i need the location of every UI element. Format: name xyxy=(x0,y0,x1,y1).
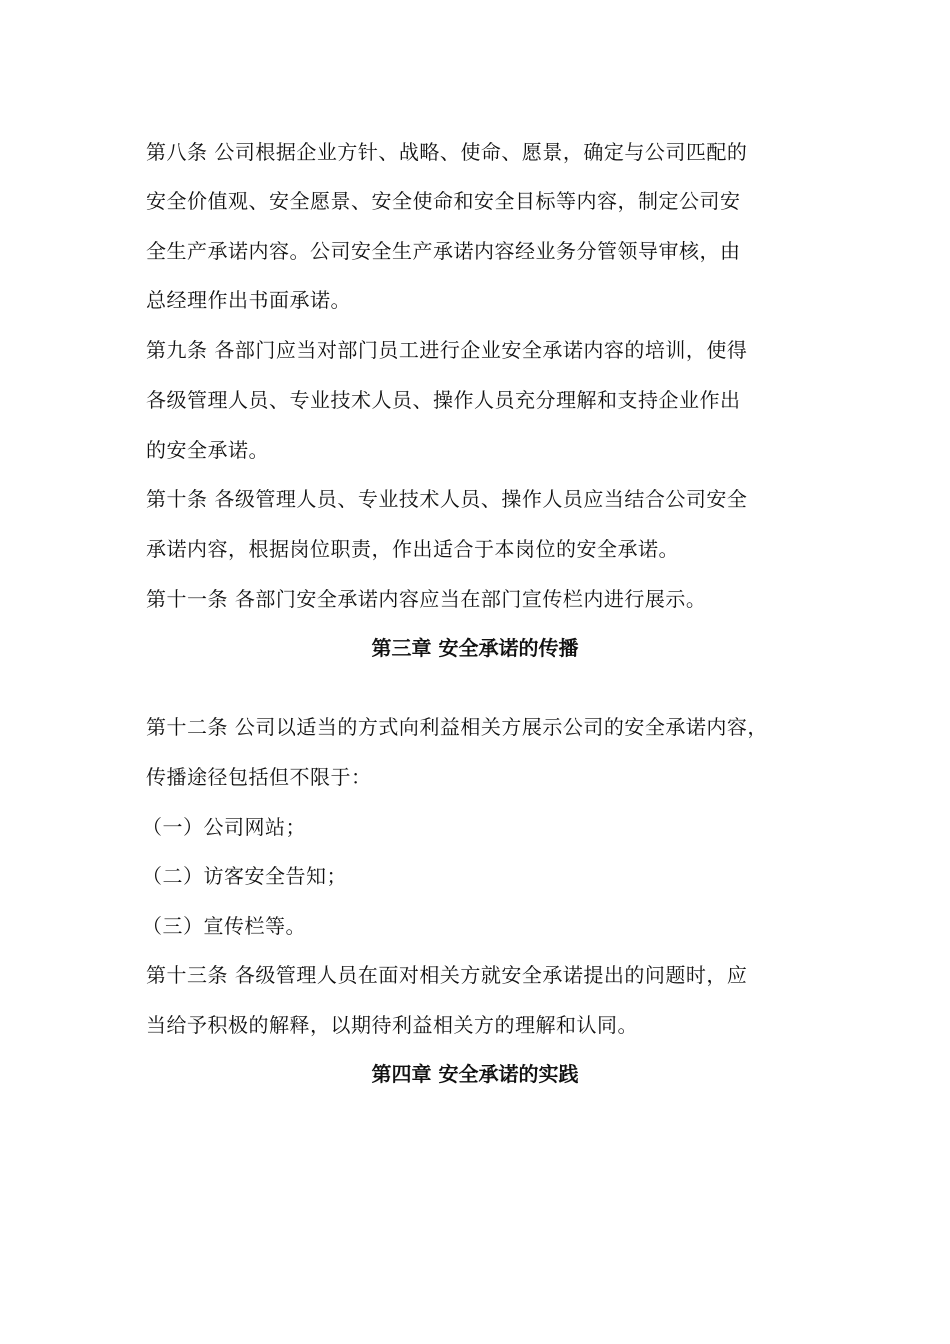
article-10-line-1: 第十条 各级管理人员、专业技术人员、操作人员应当结合公司安全 xyxy=(146,487,748,511)
list-item-3: （三）宣传栏等。 xyxy=(142,914,306,938)
chapter-4-heading: 第四章 安全承诺的实践 xyxy=(371,1062,579,1086)
article-10-line-2: 承诺内容，根据岗位职责，作出适合于本岗位的安全承诺。 xyxy=(146,537,679,561)
article-12-line-1: 第十二条 公司以适当的方式向利益相关方展示公司的安全承诺内容， xyxy=(146,715,768,739)
article-12-line-2: 传播途径包括但不限于： xyxy=(146,765,372,789)
article-13-line-1: 第十三条 各级管理人员在面对相关方就安全承诺提出的问题时，应 xyxy=(146,963,748,987)
article-11-line-1: 第十一条 各部门安全承诺内容应当在部门宣传栏内进行展示。 xyxy=(146,587,707,611)
article-9-line-3: 的安全承诺。 xyxy=(146,438,269,462)
article-8-line-1: 第八条 公司根据企业方针、战略、使命、愿景，确定与公司匹配的 xyxy=(146,140,748,164)
list-item-1: （一）公司网站； xyxy=(142,815,306,839)
article-8-line-3: 全生产承诺内容。公司安全生产承诺内容经业务分管领导审核，由 xyxy=(146,239,741,263)
chapter-3-heading: 第三章 安全承诺的传播 xyxy=(371,636,579,660)
article-8-line-4: 总经理作出书面承诺。 xyxy=(146,288,351,312)
article-9-line-2: 各级管理人员、专业技术人员、操作人员充分理解和支持企业作出 xyxy=(146,388,741,412)
article-8-line-2: 安全价值观、安全愿景、安全使命和安全目标等内容，制定公司安 xyxy=(146,189,741,213)
article-13-line-2: 当给予积极的解释，以期待利益相关方的理解和认同。 xyxy=(146,1013,638,1037)
article-9-line-1: 第九条 各部门应当对部门员工进行企业安全承诺内容的培训，使得 xyxy=(146,338,748,362)
list-item-2: （二）访客安全告知； xyxy=(142,864,347,888)
